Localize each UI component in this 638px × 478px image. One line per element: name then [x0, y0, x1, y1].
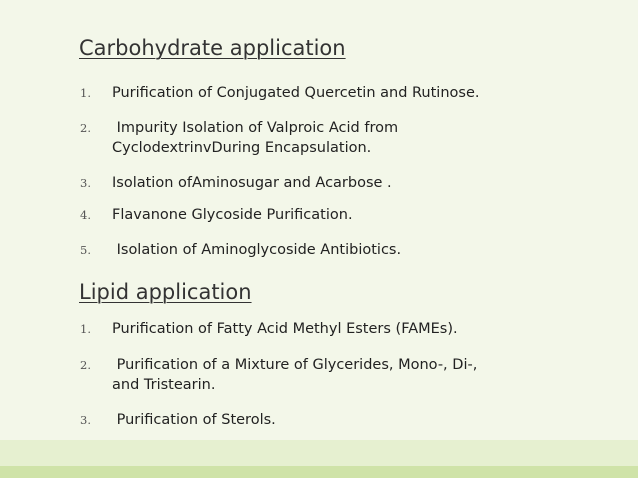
item-number: 3. [80, 413, 91, 427]
item-number: 5. [80, 243, 91, 257]
item-text: Impurity Isolation of Valproic Acid from [112, 120, 399, 136]
item-text: Flavanone Glycoside Purification. [112, 207, 353, 223]
item-text: Isolation of Aminoglycoside Antibiotics. [112, 242, 402, 258]
footer-band-dark [0, 466, 638, 478]
item-text: Isolation ofAminosugar and Acarbose . [112, 175, 392, 191]
item-number: 4. [80, 208, 91, 222]
lipid-heading: Lipid application [79, 280, 252, 304]
item-text: Purification of a Mixture of Glycerides, Mono-, Di-, [112, 357, 478, 373]
item-number: 1. [80, 322, 91, 336]
item-text: Purification of Fatty Acid Methyl Esters (FAMEs). [112, 321, 458, 337]
item-number: 2. [80, 358, 91, 372]
item-number: 3. [80, 176, 91, 190]
item-text-continued: and Tristearin. [112, 377, 216, 393]
item-text: Purification of Conjugated Quercetin and Rutinose. [112, 85, 480, 101]
item-number: 2. [80, 121, 91, 135]
item-text-continued: CyclodextrinvDuring Encapsulation. [112, 140, 372, 156]
item-number: 1. [80, 86, 91, 100]
carbohydrate-heading: Carbohydrate application [79, 36, 346, 60]
item-text: Purification of Sterols. [112, 412, 276, 428]
footer-band-light [0, 440, 638, 466]
